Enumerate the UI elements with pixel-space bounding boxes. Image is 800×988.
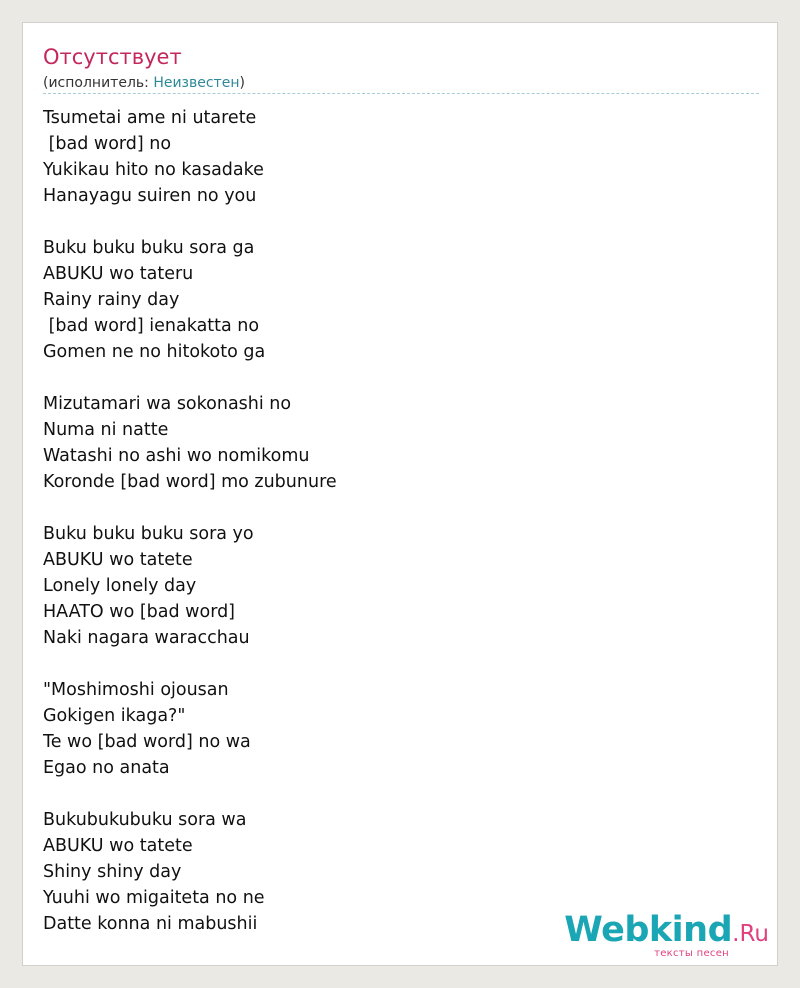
artist-suffix: ) <box>239 75 245 91</box>
lyric-line: Numa ni natte <box>43 420 169 440</box>
song-title: Отсутствует <box>43 45 182 69</box>
lyric-line: Mizutamari wa sokonashi no <box>43 394 292 414</box>
lyric-line: Bukubukubuku sora wa <box>43 810 247 830</box>
lyric-line: Watashi no ashi wo nomikomu <box>43 446 310 466</box>
lyric-blank-line <box>43 365 743 391</box>
lyric-line: Rainy rainy day <box>43 290 180 310</box>
lyric-line: Lonely lonely day <box>43 576 197 596</box>
dashed-divider <box>43 93 759 94</box>
logo-suffix: .Ru <box>732 921 769 947</box>
lyric-line: Gomen ne no hitokoto ga <box>43 342 266 362</box>
artist-line <box>43 74 245 92</box>
artist-prefix: (исполнитель: <box>43 75 154 91</box>
lyric-line: Hanayagu suiren no you <box>43 186 257 206</box>
lyric-line: Buku buku buku sora yo <box>43 524 254 544</box>
logo-name: Webkind <box>564 910 733 950</box>
lyric-line: "Moshimoshi ojousan <box>43 680 229 700</box>
lyric-blank-line <box>43 651 743 677</box>
lyric-line: Tsumetai ame ni utarete <box>43 108 257 128</box>
lyric-line: Koronde [bad word] mo zubunure <box>43 472 337 492</box>
lyrics-card <box>22 22 778 966</box>
lyric-line: Buku buku buku sora ga <box>43 238 255 258</box>
lyric-line: ABUKU wo tateru <box>43 264 194 284</box>
lyric-line: [bad word] no <box>43 134 172 154</box>
lyric-blank-line <box>43 209 743 235</box>
lyric-line: Te wo [bad word] no wa <box>43 732 251 752</box>
lyric-line: ABUKU wo tatete <box>43 550 193 570</box>
lyrics-body <box>43 105 743 937</box>
lyric-line: HAATO wo [bad word] <box>43 602 236 622</box>
artist-link[interactable]: Неизвестен <box>153 75 240 91</box>
lyric-line: [bad word] ienakatta no <box>43 316 260 336</box>
lyric-line: Gokigen ikaga?" <box>43 706 186 726</box>
lyric-line: Naki nagara waracchau <box>43 628 250 648</box>
lyric-line: Datte konna ni mabushii <box>43 914 258 934</box>
lyric-line: Egao no anata <box>43 758 170 778</box>
logo-tagline: тексты песен <box>654 948 729 959</box>
logo-wordmark <box>564 912 769 952</box>
lyric-line: Yukikau hito no kasadake <box>43 160 264 180</box>
lyric-line: ABUKU wo tatete <box>43 836 193 856</box>
lyric-line: Yuuhi wo migaiteta no ne <box>43 888 265 908</box>
lyric-line: Shiny shiny day <box>43 862 182 882</box>
lyric-blank-line <box>43 781 743 807</box>
lyric-blank-line <box>43 495 743 521</box>
site-logo[interactable] <box>564 912 769 959</box>
